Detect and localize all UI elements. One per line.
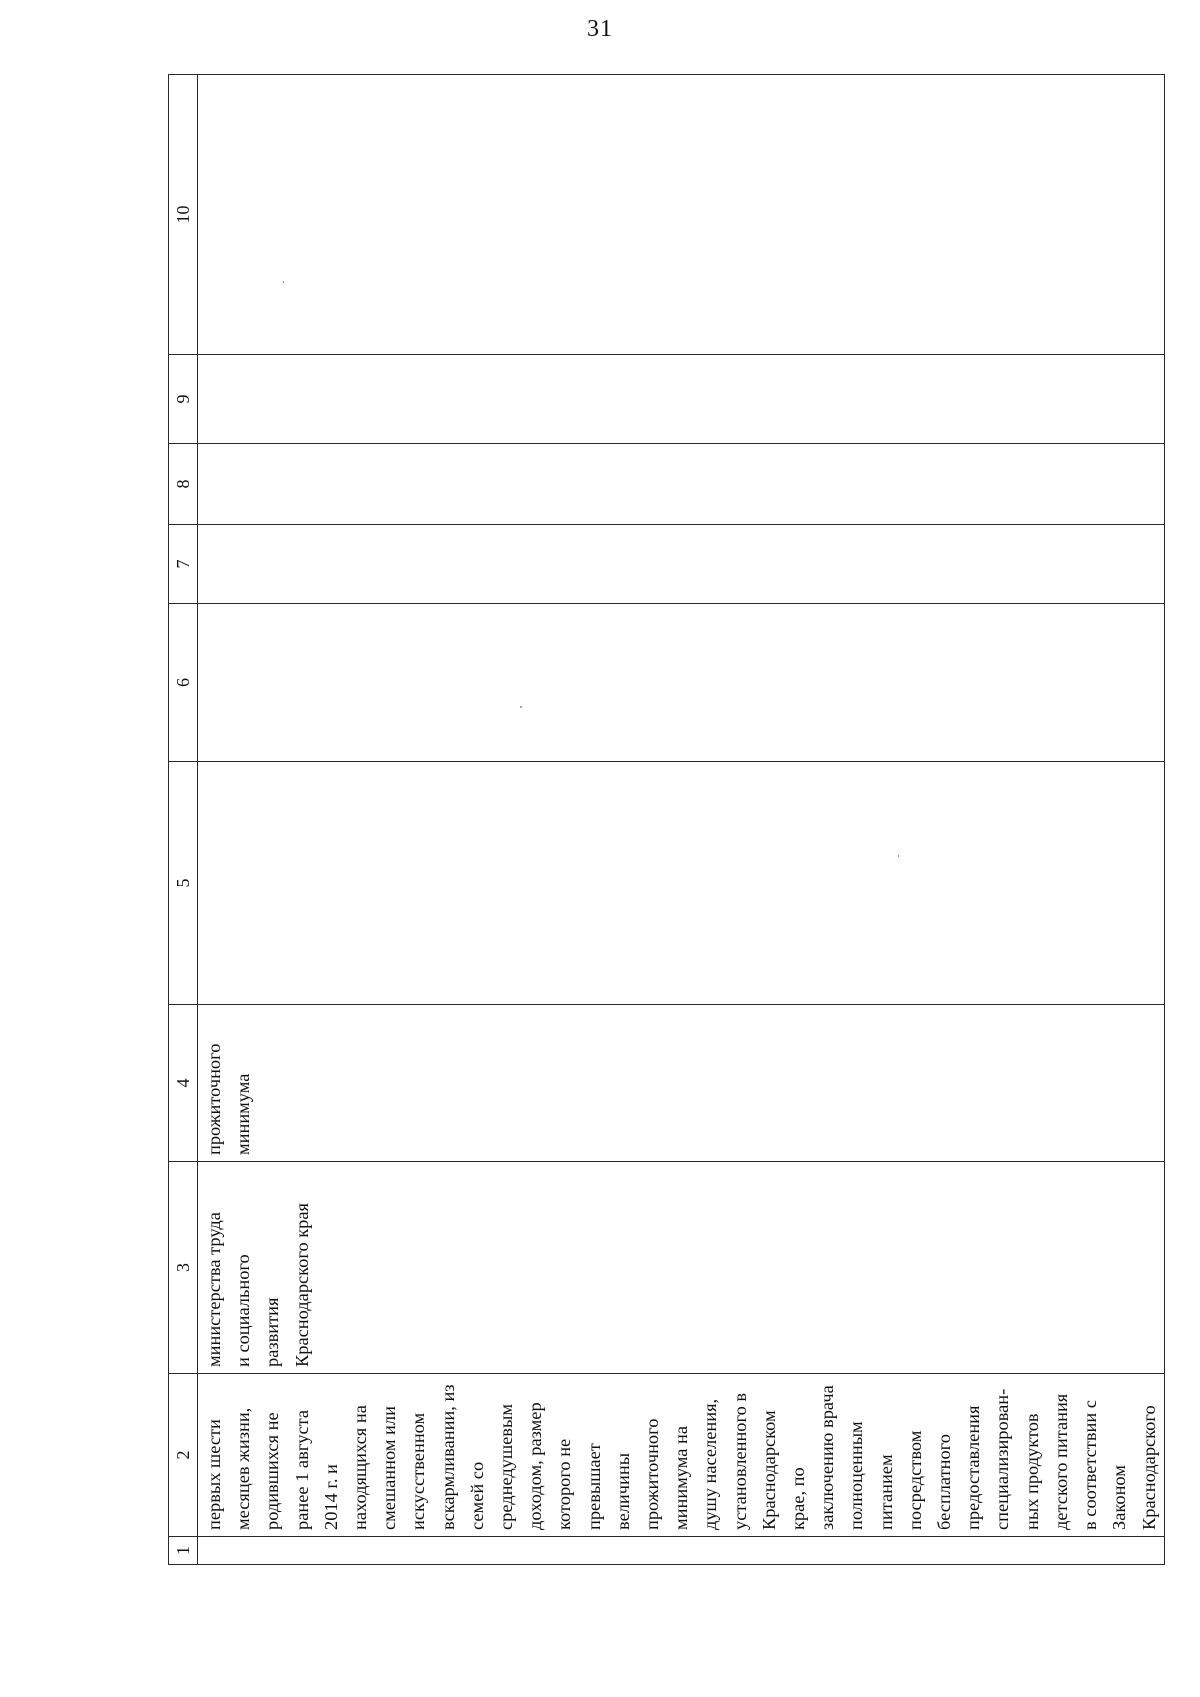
scan-speck — [898, 855, 899, 857]
cell-line: Законом — [1109, 1465, 1130, 1530]
cell-line: смешанном или — [379, 1406, 400, 1530]
data-table — [168, 74, 1165, 1565]
cell-line: родившихся не — [262, 1412, 283, 1530]
page-number: 31 — [587, 16, 613, 42]
cell-line: семей со — [466, 1461, 487, 1530]
cell-line: душу населения, — [700, 1398, 721, 1530]
cell-line: в соответствии с — [1080, 1400, 1101, 1530]
cell-line: минимума на — [671, 1425, 692, 1530]
cell-line: посредством — [904, 1430, 925, 1530]
column-header-7: 7 — [169, 525, 198, 604]
cell-line: искусственном — [408, 1412, 429, 1530]
cell-line: и социального — [233, 1254, 254, 1367]
column-header-9: 9 — [169, 355, 198, 444]
cell-line: минимума — [233, 1073, 254, 1155]
cell-line: предоставления — [963, 1405, 984, 1530]
scan-speck — [520, 706, 522, 708]
table-row — [198, 75, 1165, 1565]
cell-col7 — [198, 525, 1165, 604]
cell-line: детского питания — [1050, 1393, 1071, 1530]
cell-col10 — [198, 75, 1165, 355]
column-header-5: 5 — [169, 762, 198, 1005]
cell-col1 — [198, 1537, 1165, 1565]
column-header-10: 10 — [169, 75, 198, 355]
cell-line: месяцев жизни, — [233, 1407, 254, 1530]
column-header-4: 4 — [169, 1005, 198, 1162]
cell-line: прожиточного — [204, 1043, 224, 1155]
column-header-3: 3 — [169, 1162, 198, 1374]
cell-col8 — [198, 444, 1165, 525]
cell-col2 — [198, 1374, 1165, 1537]
cell-col5 — [198, 762, 1165, 1005]
cell-line: прожиточного — [642, 1418, 663, 1530]
cell-line: Краснодарского края — [291, 1203, 312, 1367]
cell-line: которого не — [554, 1438, 575, 1530]
cell-line: Краснодарском — [758, 1410, 779, 1530]
rotated-table-frame — [168, 75, 1159, 1565]
cell-col9 — [198, 355, 1165, 444]
scan-speck — [283, 281, 284, 283]
cell-line: ных продуктов — [1021, 1413, 1042, 1530]
cell-line: доходом, размер — [525, 1402, 546, 1530]
cell-line: министерства труда — [204, 1212, 224, 1367]
cell-line: 2014 г. и — [320, 1464, 341, 1530]
cell-line: превышает — [583, 1443, 604, 1530]
cell-col4 — [198, 1005, 1165, 1162]
cell-line: бесплатного — [934, 1434, 955, 1530]
cell-line: Краснодарского — [1138, 1405, 1159, 1530]
header-row — [169, 75, 198, 1565]
cell-line: полноценным — [846, 1421, 867, 1530]
cell-line: ранее 1 августа — [291, 1409, 312, 1530]
cell-line: заключению врача — [817, 1385, 838, 1530]
cell-line: находящихся на — [350, 1405, 371, 1530]
column-header-8: 8 — [169, 444, 198, 525]
column-header-6: 6 — [169, 604, 198, 762]
cell-col6 — [198, 604, 1165, 762]
cell-line: среднедушевым — [496, 1404, 517, 1530]
cell-line: специализирован- — [992, 1388, 1013, 1530]
cell-line: установленного в — [729, 1392, 750, 1530]
column-header-1: 1 — [169, 1537, 198, 1565]
cell-line: крае, по — [788, 1467, 809, 1530]
column-header-2: 2 — [169, 1374, 198, 1537]
cell-col3 — [198, 1162, 1165, 1374]
cell-line: вскармливании, из — [437, 1384, 458, 1530]
cell-line: величины — [612, 1452, 633, 1530]
cell-line: развития — [262, 1297, 283, 1367]
cell-line: питанием — [875, 1454, 896, 1530]
cell-line: первых шести — [204, 1419, 224, 1530]
